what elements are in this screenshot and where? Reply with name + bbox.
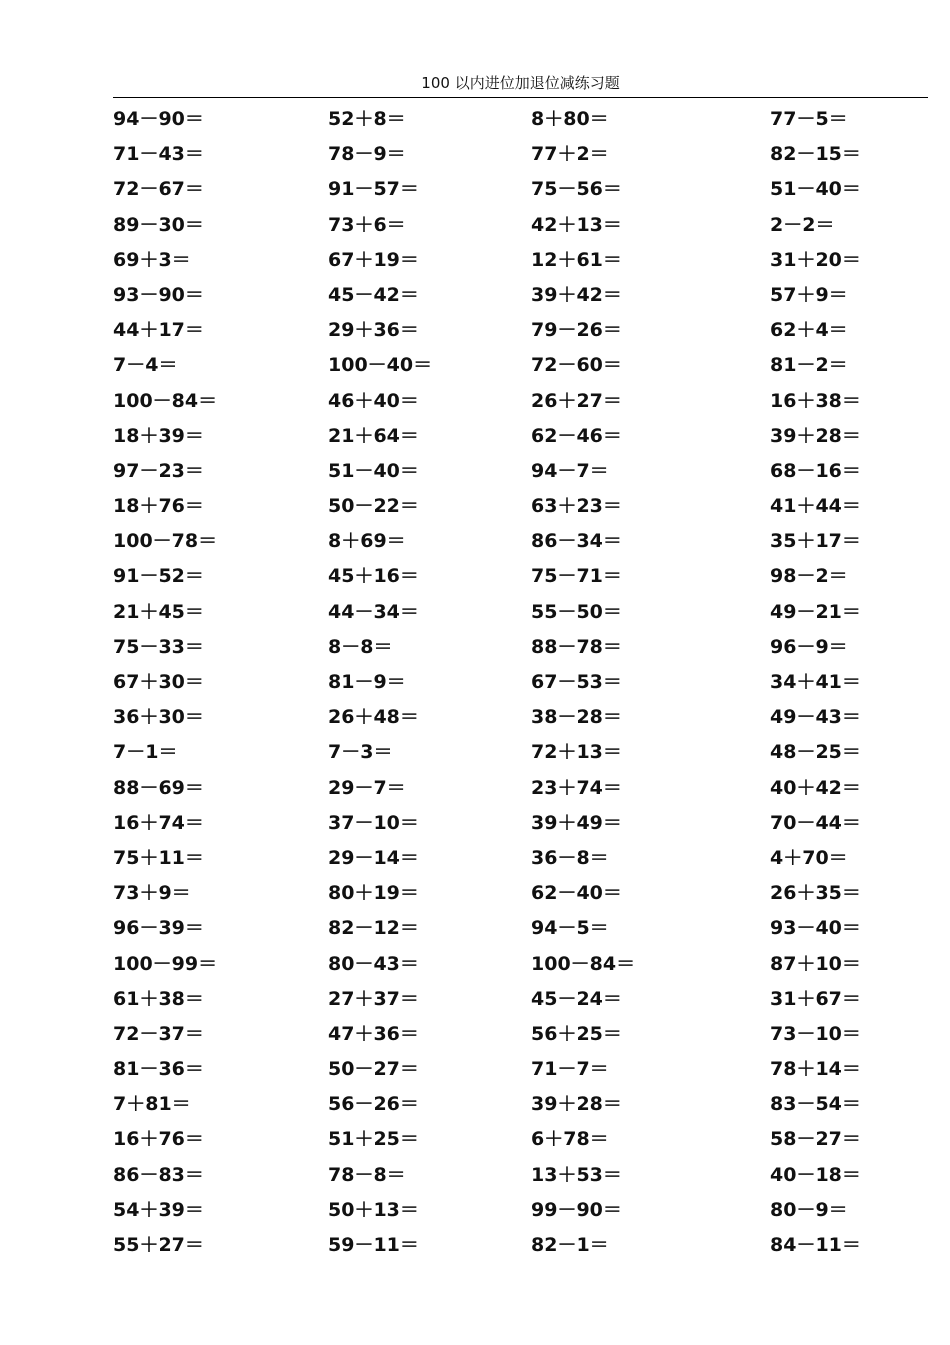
exercise-problem: 4＋70＝ xyxy=(770,846,848,869)
exercise-problem: 44－34＝ xyxy=(328,600,419,623)
exercise-problem: 26＋35＝ xyxy=(770,882,861,905)
exercise-problem: 8＋80＝ xyxy=(531,108,609,130)
exercise-problem: 81－2＝ xyxy=(770,354,848,377)
exercise-row xyxy=(113,243,928,278)
exercise-problem: 35＋17＝ xyxy=(770,530,861,553)
exercise-problem: 67＋30＝ xyxy=(113,671,204,693)
exercise-problem: 21＋45＝ xyxy=(113,600,204,623)
exercise-problem: 26＋48＝ xyxy=(328,706,419,729)
exercise-row xyxy=(113,384,928,419)
exercise-problem: 2－2＝ xyxy=(770,213,835,236)
exercise-problem: 89－30＝ xyxy=(113,213,204,236)
exercise-problem: 86－34＝ xyxy=(531,530,622,553)
exercise-problem: 75＋11＝ xyxy=(113,846,204,869)
exercise-problem: 82－1＝ xyxy=(531,1234,609,1256)
exercise-problem: 36＋30＝ xyxy=(113,706,204,729)
exercise-problem: 72＋13＝ xyxy=(531,741,622,764)
exercise-problem: 31＋67＝ xyxy=(770,987,861,1010)
exercise-problem: 45＋16＝ xyxy=(328,565,419,588)
exercise-problem: 13＋53＝ xyxy=(531,1163,622,1186)
exercise-problem: 50＋13＝ xyxy=(328,1198,419,1221)
exercise-problem: 26＋27＝ xyxy=(531,389,622,412)
exercise-row xyxy=(113,419,928,454)
exercise-problem: 86－83＝ xyxy=(113,1163,204,1186)
exercise-problem: 72－60＝ xyxy=(531,354,622,377)
exercise-problem: 88－69＝ xyxy=(113,776,204,799)
exercise-row xyxy=(113,172,928,207)
exercise-problem: 36－8＝ xyxy=(531,846,609,869)
exercise-problem: 51－40＝ xyxy=(328,459,419,482)
exercise-grid xyxy=(113,102,928,1263)
exercise-problem: 100－78＝ xyxy=(113,530,218,553)
exercise-problem: 50－22＝ xyxy=(328,495,419,518)
exercise-problem: 97－23＝ xyxy=(113,459,204,482)
exercise-problem: 82－15＝ xyxy=(770,143,861,166)
exercise-problem: 18＋39＝ xyxy=(113,424,204,447)
exercise-problem: 12＋61＝ xyxy=(531,248,622,271)
exercise-row xyxy=(113,1158,928,1193)
exercise-problem: 39＋28＝ xyxy=(531,1093,622,1116)
exercise-row xyxy=(113,1122,928,1157)
exercise-problem: 84－11＝ xyxy=(770,1234,861,1256)
exercise-row xyxy=(113,947,928,982)
exercise-problem: 57＋9＝ xyxy=(770,283,848,306)
exercise-problem: 16＋76＝ xyxy=(113,1128,204,1151)
exercise-row xyxy=(113,524,928,559)
exercise-problem: 56－26＝ xyxy=(328,1093,419,1116)
exercise-problem: 80－9＝ xyxy=(770,1198,848,1221)
exercise-problem: 18＋76＝ xyxy=(113,495,204,518)
exercise-problem: 75－56＝ xyxy=(531,178,622,201)
exercise-problem: 7－1＝ xyxy=(113,741,178,764)
exercise-problem: 39＋28＝ xyxy=(770,424,861,447)
exercise-row xyxy=(113,806,928,841)
exercise-row xyxy=(113,208,928,243)
exercise-problem: 42＋13＝ xyxy=(531,213,622,236)
exercise-problem: 78＋14＝ xyxy=(770,1058,861,1081)
exercise-problem: 94－5＝ xyxy=(531,917,609,940)
exercise-problem: 41＋44＝ xyxy=(770,495,861,518)
exercise-problem: 62－40＝ xyxy=(531,882,622,905)
exercise-problem: 40－18＝ xyxy=(770,1163,861,1186)
exercise-row xyxy=(113,454,928,489)
exercise-problem: 56＋25＝ xyxy=(531,1022,622,1045)
exercise-row xyxy=(113,313,928,348)
exercise-problem: 40＋42＝ xyxy=(770,776,861,799)
exercise-problem: 29－7＝ xyxy=(328,776,406,799)
exercise-problem: 96－9＝ xyxy=(770,635,848,658)
exercise-problem: 6＋78＝ xyxy=(531,1128,609,1151)
exercise-row xyxy=(113,1052,928,1087)
exercise-problem: 71－7＝ xyxy=(531,1058,609,1081)
exercise-problem: 98－2＝ xyxy=(770,565,848,588)
exercise-row xyxy=(113,630,928,665)
exercise-row xyxy=(113,665,928,700)
exercise-row xyxy=(113,278,928,313)
exercise-problem: 58－27＝ xyxy=(770,1128,861,1151)
exercise-problem: 67＋19＝ xyxy=(328,248,419,271)
exercise-problem: 78－9＝ xyxy=(328,143,406,166)
exercise-problem: 77－5＝ xyxy=(770,108,848,130)
exercise-problem: 82－12＝ xyxy=(328,917,419,940)
exercise-problem: 72－37＝ xyxy=(113,1022,204,1045)
exercise-problem: 51＋25＝ xyxy=(328,1128,419,1151)
exercise-problem: 67－53＝ xyxy=(531,671,622,693)
exercise-problem: 29＋36＝ xyxy=(328,319,419,342)
exercise-problem: 99－90＝ xyxy=(531,1198,622,1221)
exercise-problem: 50－27＝ xyxy=(328,1058,419,1081)
exercise-problem: 49－43＝ xyxy=(770,706,861,729)
exercise-problem: 96－39＝ xyxy=(113,917,204,940)
exercise-problem: 16＋38＝ xyxy=(770,389,861,412)
exercise-problem: 47＋36＝ xyxy=(328,1022,419,1045)
exercise-problem: 7－3＝ xyxy=(328,741,393,764)
exercise-problem: 49－21＝ xyxy=(770,600,861,623)
exercise-problem: 44＋17＝ xyxy=(113,319,204,342)
exercise-problem: 61＋38＝ xyxy=(113,987,204,1010)
exercise-row xyxy=(113,911,928,946)
exercise-problem: 21＋64＝ xyxy=(328,424,419,447)
exercise-problem: 54＋39＝ xyxy=(113,1198,204,1221)
exercise-row xyxy=(113,1017,928,1052)
exercise-problem: 75－71＝ xyxy=(531,565,622,588)
exercise-problem: 80＋19＝ xyxy=(328,882,419,905)
exercise-problem: 70－44＝ xyxy=(770,811,861,834)
exercise-row xyxy=(113,771,928,806)
exercise-problem: 71－43＝ xyxy=(113,143,204,166)
exercise-problem: 7＋81＝ xyxy=(113,1093,191,1116)
exercise-problem: 94－90＝ xyxy=(113,108,204,130)
exercise-problem: 77＋2＝ xyxy=(531,143,609,166)
exercise-problem: 83－54＝ xyxy=(770,1093,861,1116)
exercise-row xyxy=(113,841,928,876)
exercise-problem: 81－36＝ xyxy=(113,1058,204,1081)
exercise-problem: 88－78＝ xyxy=(531,635,622,658)
exercise-problem: 31＋20＝ xyxy=(770,248,861,271)
exercise-problem: 34＋41＝ xyxy=(770,671,861,693)
exercise-problem: 91－57＝ xyxy=(328,178,419,201)
exercise-problem: 100－84＝ xyxy=(531,952,636,975)
exercise-problem: 59－11＝ xyxy=(328,1234,419,1256)
exercise-row xyxy=(113,735,928,770)
exercise-row xyxy=(113,982,928,1017)
exercise-row xyxy=(113,1087,928,1122)
exercise-row xyxy=(113,595,928,630)
exercise-problem: 73＋6＝ xyxy=(328,213,406,236)
exercise-problem: 63＋23＝ xyxy=(531,495,622,518)
exercise-row xyxy=(113,137,928,172)
exercise-problem: 51－40＝ xyxy=(770,178,861,201)
exercise-problem: 29－14＝ xyxy=(328,846,419,869)
exercise-row xyxy=(113,348,928,383)
exercise-row xyxy=(113,1193,928,1228)
exercise-problem: 16＋74＝ xyxy=(113,811,204,834)
exercise-problem: 55－50＝ xyxy=(531,600,622,623)
exercise-problem: 68－16＝ xyxy=(770,459,861,482)
exercise-problem: 73＋9＝ xyxy=(113,882,191,905)
exercise-problem: 37－10＝ xyxy=(328,811,419,834)
exercise-problem: 100－99＝ xyxy=(113,952,218,975)
exercise-row xyxy=(113,1228,928,1263)
exercise-problem: 52＋8＝ xyxy=(328,108,406,130)
exercise-problem: 75－33＝ xyxy=(113,635,204,658)
exercise-problem: 55＋27＝ xyxy=(113,1234,204,1256)
exercise-problem: 93－90＝ xyxy=(113,283,204,306)
exercise-row xyxy=(113,559,928,594)
exercise-problem: 73－10＝ xyxy=(770,1022,861,1045)
exercise-problem: 100－40＝ xyxy=(328,354,433,377)
exercise-row xyxy=(113,876,928,911)
exercise-problem: 72－67＝ xyxy=(113,178,204,201)
exercise-problem: 8－8＝ xyxy=(328,635,393,658)
exercise-problem: 38－28＝ xyxy=(531,706,622,729)
exercise-problem: 27＋37＝ xyxy=(328,987,419,1010)
exercise-problem: 93－40＝ xyxy=(770,917,861,940)
exercise-problem: 100－84＝ xyxy=(113,389,218,412)
exercise-problem: 23＋74＝ xyxy=(531,776,622,799)
exercise-problem: 87＋10＝ xyxy=(770,952,861,975)
exercise-problem: 45－42＝ xyxy=(328,283,419,306)
exercise-problem: 39＋42＝ xyxy=(531,283,622,306)
exercise-problem: 39＋49＝ xyxy=(531,811,622,834)
exercise-problem: 69＋3＝ xyxy=(113,248,191,271)
exercise-problem: 91－52＝ xyxy=(113,565,204,588)
page-header xyxy=(113,70,928,98)
exercise-problem: 62－46＝ xyxy=(531,424,622,447)
exercise-problem: 46＋40＝ xyxy=(328,389,419,412)
exercise-problem: 48－25＝ xyxy=(770,741,861,764)
exercise-row xyxy=(113,700,928,735)
exercise-problem: 78－8＝ xyxy=(328,1163,406,1186)
exercise-row xyxy=(113,489,928,524)
exercise-problem: 79－26＝ xyxy=(531,319,622,342)
exercise-problem: 45－24＝ xyxy=(531,987,622,1010)
exercise-problem: 7－4＝ xyxy=(113,354,178,377)
exercise-problem: 8＋69＝ xyxy=(328,530,406,553)
exercise-row xyxy=(113,102,928,137)
exercise-problem: 94－7＝ xyxy=(531,459,609,482)
exercise-problem: 80－43＝ xyxy=(328,952,419,975)
page-title: 100 以内进位加退位减练习题 xyxy=(421,74,620,92)
exercise-problem: 81－9＝ xyxy=(328,671,406,693)
exercise-problem: 62＋4＝ xyxy=(770,319,848,342)
